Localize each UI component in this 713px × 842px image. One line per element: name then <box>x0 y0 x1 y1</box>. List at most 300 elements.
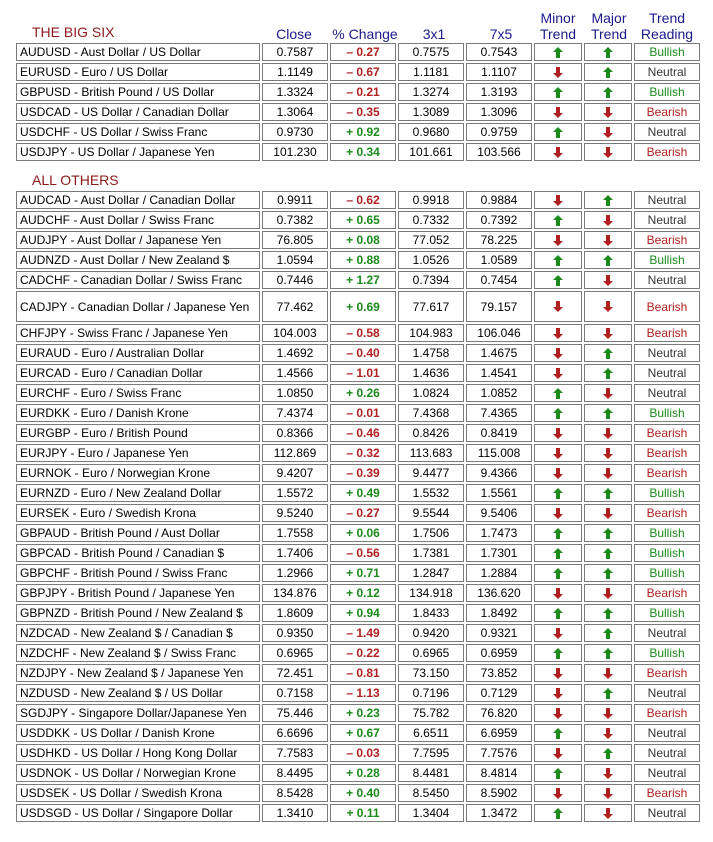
trend-reading: Neutral <box>634 191 700 209</box>
arrow-down-icon <box>585 668 631 679</box>
close-value: 1.7406 <box>262 544 328 562</box>
minor-trend-cell <box>534 43 582 61</box>
major-trend-cell <box>584 584 632 602</box>
table-row <box>16 804 700 822</box>
close-value: 75.446 <box>262 704 328 722</box>
major-trend-cell <box>584 231 632 249</box>
arrow-up-icon <box>535 488 581 499</box>
trend-reading: Neutral <box>634 384 700 402</box>
minor-trend-cell <box>534 664 582 682</box>
close-value: 0.6965 <box>262 644 328 662</box>
arrow-down-icon <box>585 448 631 459</box>
table-row <box>16 191 700 209</box>
header-trend-line2: Reading <box>640 26 694 42</box>
arrow-up-icon <box>585 348 631 359</box>
table-row <box>16 424 700 442</box>
trend-reading: Bearish <box>634 784 700 802</box>
major-trend-cell <box>584 464 632 482</box>
minor-trend-cell <box>534 504 582 522</box>
header-7x5: 7x5 <box>489 26 513 42</box>
arrow-down-icon <box>585 808 631 819</box>
close-value: 1.8609 <box>262 604 328 622</box>
value-3x1: 73.150 <box>398 664 464 682</box>
percent-change: – 0.27 <box>330 43 396 61</box>
pair-name: CADJPY - Canadian Dollar / Japanese Yen <box>16 291 260 322</box>
minor-trend-cell <box>534 644 582 662</box>
close-value: 1.3064 <box>262 103 328 121</box>
arrow-up-icon <box>585 195 631 206</box>
trend-reading: Bearish <box>634 231 700 249</box>
arrow-up-icon <box>585 748 631 759</box>
percent-change: – 0.46 <box>330 424 396 442</box>
close-value: 9.5240 <box>262 504 328 522</box>
major-trend-cell <box>584 63 632 81</box>
arrow-up-icon <box>585 528 631 539</box>
value-3x1: 0.7196 <box>398 684 464 702</box>
arrow-up-icon <box>535 47 581 58</box>
arrow-up-icon <box>585 255 631 266</box>
value-7x5: 1.0589 <box>466 251 532 269</box>
arrow-down-icon <box>585 328 631 339</box>
value-7x5: 1.5561 <box>466 484 532 502</box>
table-row <box>16 324 700 342</box>
minor-trend-cell <box>534 324 582 342</box>
close-value: 112.869 <box>262 444 328 462</box>
value-7x5: 1.4541 <box>466 364 532 382</box>
all-others-table <box>14 189 702 824</box>
major-trend-cell <box>584 664 632 682</box>
pair-name: NZDCAD - New Zealand $ / Canadian $ <box>16 624 260 642</box>
value-7x5: 1.1107 <box>466 63 532 81</box>
table-row <box>16 604 700 622</box>
big-six-table <box>14 41 702 163</box>
arrow-down-icon <box>535 468 581 479</box>
arrow-down-icon <box>585 301 631 312</box>
table-row <box>16 444 700 462</box>
percent-change: + 0.11 <box>330 804 396 822</box>
minor-trend-cell <box>534 684 582 702</box>
major-trend-cell <box>584 444 632 462</box>
arrow-down-icon <box>535 708 581 719</box>
major-trend-cell <box>584 744 632 762</box>
trend-reading: Bearish <box>634 291 700 322</box>
minor-trend-cell <box>534 271 582 289</box>
pair-name: NZDJPY - New Zealand $ / Japanese Yen <box>16 664 260 682</box>
percent-change: – 0.32 <box>330 444 396 462</box>
value-3x1: 75.782 <box>398 704 464 722</box>
arrow-down-icon <box>585 728 631 739</box>
minor-trend-cell <box>534 804 582 822</box>
table-row <box>16 364 700 382</box>
value-3x1: 1.4758 <box>398 344 464 362</box>
arrow-up-icon <box>585 648 631 659</box>
major-trend-cell <box>584 211 632 229</box>
arrow-down-icon <box>585 235 631 246</box>
pair-name: USDSGD - US Dollar / Singapore Dollar <box>16 804 260 822</box>
arrow-up-icon <box>535 648 581 659</box>
trend-reading: Bullish <box>634 564 700 582</box>
arrow-down-icon <box>535 348 581 359</box>
arrow-down-icon <box>535 448 581 459</box>
trend-reading: Bullish <box>634 604 700 622</box>
pair-name: USDHKD - US Dollar / Hong Kong Dollar <box>16 744 260 762</box>
table-row <box>16 404 700 422</box>
table-row <box>16 83 700 101</box>
value-3x1: 1.3274 <box>398 83 464 101</box>
arrow-down-icon <box>585 788 631 799</box>
percent-change: + 0.28 <box>330 764 396 782</box>
major-trend-cell <box>584 83 632 101</box>
trend-reading: Neutral <box>634 764 700 782</box>
major-trend-cell <box>584 291 632 322</box>
close-value: 104.003 <box>262 324 328 342</box>
value-3x1: 101.661 <box>398 143 464 161</box>
percent-change: + 0.08 <box>330 231 396 249</box>
close-value: 8.5428 <box>262 784 328 802</box>
trend-reading: Bullish <box>634 544 700 562</box>
minor-trend-cell <box>534 704 582 722</box>
major-trend-cell <box>584 143 632 161</box>
close-value: 1.2966 <box>262 564 328 582</box>
trend-reading: Bearish <box>634 424 700 442</box>
arrow-down-icon <box>585 215 631 226</box>
minor-trend-cell <box>534 784 582 802</box>
close-value: 9.4207 <box>262 464 328 482</box>
trend-reading: Neutral <box>634 63 700 81</box>
trend-reading: Bullish <box>634 524 700 542</box>
trend-reading: Neutral <box>634 804 700 822</box>
arrow-down-icon <box>585 508 631 519</box>
value-7x5: 9.5406 <box>466 504 532 522</box>
arrow-down-icon <box>535 235 581 246</box>
value-7x5: 73.852 <box>466 664 532 682</box>
value-7x5: 1.7301 <box>466 544 532 562</box>
value-3x1: 77.617 <box>398 291 464 322</box>
percent-change: – 0.67 <box>330 63 396 81</box>
major-trend-cell <box>584 804 632 822</box>
value-3x1: 9.4477 <box>398 464 464 482</box>
table-row <box>16 784 700 802</box>
percent-change: + 0.71 <box>330 564 396 582</box>
close-value: 0.7446 <box>262 271 328 289</box>
minor-trend-cell <box>534 404 582 422</box>
pair-name: GBPCHF - British Pound / Swiss Franc <box>16 564 260 582</box>
pair-name: EURDKK - Euro / Danish Krone <box>16 404 260 422</box>
header-minor-trend <box>534 10 582 42</box>
minor-trend-cell <box>534 83 582 101</box>
value-7x5: 79.157 <box>466 291 532 322</box>
arrow-up-icon <box>535 215 581 226</box>
arrow-down-icon <box>535 688 581 699</box>
arrow-up-icon <box>535 728 581 739</box>
table-row <box>16 63 700 81</box>
minor-trend-cell <box>534 444 582 462</box>
arrow-up-icon <box>535 275 581 286</box>
value-3x1: 9.5544 <box>398 504 464 522</box>
pair-name: AUDNZD - Aust Dollar / New Zealand $ <box>16 251 260 269</box>
close-value: 72.451 <box>262 664 328 682</box>
section-title-big-six: THE BIG SIX <box>32 24 115 40</box>
value-7x5: 7.4365 <box>466 404 532 422</box>
pair-name: USDDKK - US Dollar / Danish Krone <box>16 724 260 742</box>
arrow-up-icon <box>535 608 581 619</box>
major-trend-cell <box>584 251 632 269</box>
trend-reading: Bearish <box>634 103 700 121</box>
value-3x1: 1.2847 <box>398 564 464 582</box>
arrow-down-icon <box>585 127 631 138</box>
value-3x1: 134.918 <box>398 584 464 602</box>
value-7x5: 1.3096 <box>466 103 532 121</box>
pair-name: CADCHF - Canadian Dollar / Swiss Franc <box>16 271 260 289</box>
value-3x1: 7.4368 <box>398 404 464 422</box>
table-row <box>16 624 700 642</box>
value-3x1: 8.5450 <box>398 784 464 802</box>
pair-name: EURCAD - Euro / Canadian Dollar <box>16 364 260 382</box>
percent-change: + 0.49 <box>330 484 396 502</box>
major-trend-cell <box>584 624 632 642</box>
percent-change: – 0.62 <box>330 191 396 209</box>
arrow-up-icon <box>585 408 631 419</box>
value-7x5: 6.6959 <box>466 724 532 742</box>
table-row <box>16 143 700 161</box>
trend-reading: Bearish <box>634 464 700 482</box>
arrow-down-icon <box>535 628 581 639</box>
value-7x5: 136.620 <box>466 584 532 602</box>
table-row <box>16 564 700 582</box>
arrow-up-icon <box>535 408 581 419</box>
value-3x1: 8.4481 <box>398 764 464 782</box>
arrow-up-icon <box>585 688 631 699</box>
arrow-down-icon <box>535 67 581 78</box>
arrow-up-icon <box>585 368 631 379</box>
major-trend-cell <box>584 43 632 61</box>
minor-trend-cell <box>534 143 582 161</box>
trend-reading: Neutral <box>634 344 700 362</box>
table-row <box>16 211 700 229</box>
arrow-down-icon <box>535 301 581 312</box>
percent-change: + 0.92 <box>330 123 396 141</box>
arrow-down-icon <box>535 668 581 679</box>
major-trend-cell <box>584 344 632 362</box>
trend-reading: Bullish <box>634 83 700 101</box>
arrow-down-icon <box>535 195 581 206</box>
percent-change: + 0.23 <box>330 704 396 722</box>
close-value: 0.9730 <box>262 123 328 141</box>
value-3x1: 0.9420 <box>398 624 464 642</box>
value-3x1: 113.683 <box>398 444 464 462</box>
trend-reading: Bearish <box>634 504 700 522</box>
major-trend-cell <box>584 123 632 141</box>
pair-name: EURUSD - Euro / US Dollar <box>16 63 260 81</box>
table-row <box>16 744 700 762</box>
arrow-up-icon <box>535 568 581 579</box>
value-7x5: 0.7454 <box>466 271 532 289</box>
value-7x5: 1.0852 <box>466 384 532 402</box>
pair-name: AUDJPY - Aust Dollar / Japanese Yen <box>16 231 260 249</box>
pair-name: GBPCAD - British Pound / Canadian $ <box>16 544 260 562</box>
table-row <box>16 103 700 121</box>
arrow-up-icon <box>585 608 631 619</box>
pair-name: GBPJPY - British Pound / Japanese Yen <box>16 584 260 602</box>
pair-name: GBPAUD - British Pound / Aust Dollar <box>16 524 260 542</box>
trend-reading: Bearish <box>634 704 700 722</box>
minor-trend-cell <box>534 251 582 269</box>
close-value: 1.7558 <box>262 524 328 542</box>
minor-trend-cell <box>534 484 582 502</box>
trend-reading: Bullish <box>634 644 700 662</box>
header-minor-line1: Minor <box>540 10 576 26</box>
value-3x1: 0.8426 <box>398 424 464 442</box>
table-row <box>16 464 700 482</box>
minor-trend-cell <box>534 191 582 209</box>
trend-reading: Bullish <box>634 251 700 269</box>
value-3x1: 1.0824 <box>398 384 464 402</box>
arrow-up-icon <box>585 67 631 78</box>
pair-name: AUDCHF - Aust Dollar / Swiss Franc <box>16 211 260 229</box>
pair-name: EURNZD - Euro / New Zealand Dollar <box>16 484 260 502</box>
trend-reading: Neutral <box>634 744 700 762</box>
value-7x5: 0.6959 <box>466 644 532 662</box>
arrow-up-icon <box>585 548 631 559</box>
close-value: 1.3324 <box>262 83 328 101</box>
value-7x5: 1.2884 <box>466 564 532 582</box>
percent-change: – 0.81 <box>330 664 396 682</box>
arrow-up-icon <box>535 127 581 138</box>
pair-name: SGDJPY - Singapore Dollar/Japanese Yen <box>16 704 260 722</box>
value-3x1: 104.983 <box>398 324 464 342</box>
close-value: 1.1149 <box>262 63 328 81</box>
trend-reading: Bullish <box>634 404 700 422</box>
arrow-down-icon <box>585 588 631 599</box>
value-3x1: 0.6965 <box>398 644 464 662</box>
percent-change: – 0.58 <box>330 324 396 342</box>
header-3x1: 3x1 <box>422 26 446 42</box>
value-7x5: 8.5902 <box>466 784 532 802</box>
close-value: 7.7583 <box>262 744 328 762</box>
minor-trend-cell <box>534 231 582 249</box>
major-trend-cell <box>584 504 632 522</box>
trend-reading: Bearish <box>634 664 700 682</box>
major-trend-cell <box>584 604 632 622</box>
pair-name: NZDUSD - New Zealand $ / US Dollar <box>16 684 260 702</box>
major-trend-cell <box>584 784 632 802</box>
percent-change: – 0.39 <box>330 464 396 482</box>
arrow-down-icon <box>585 768 631 779</box>
value-3x1: 1.3404 <box>398 804 464 822</box>
pair-name: EURCHF - Euro / Swiss Franc <box>16 384 260 402</box>
section-title-all-others: ALL OTHERS <box>32 172 119 188</box>
arrow-down-icon <box>535 328 581 339</box>
major-trend-cell <box>584 271 632 289</box>
pair-name: USDSEK - US Dollar / Swedish Krona <box>16 784 260 802</box>
close-value: 76.805 <box>262 231 328 249</box>
percent-change: – 0.27 <box>330 504 396 522</box>
major-trend-cell <box>584 364 632 382</box>
value-3x1: 1.5532 <box>398 484 464 502</box>
arrow-up-icon <box>535 548 581 559</box>
percent-change: + 0.06 <box>330 524 396 542</box>
major-trend-cell <box>584 324 632 342</box>
header-major-trend <box>585 10 633 42</box>
arrow-down-icon <box>585 388 631 399</box>
close-value: 0.7158 <box>262 684 328 702</box>
value-7x5: 7.7576 <box>466 744 532 762</box>
trend-reading: Neutral <box>634 624 700 642</box>
arrow-down-icon <box>585 147 631 158</box>
minor-trend-cell <box>534 384 582 402</box>
minor-trend-cell <box>534 744 582 762</box>
value-7x5: 1.3472 <box>466 804 532 822</box>
major-trend-cell <box>584 424 632 442</box>
percent-change: + 0.94 <box>330 604 396 622</box>
table-row <box>16 584 700 602</box>
percent-change: + 0.65 <box>330 211 396 229</box>
header-trend-reading <box>634 10 700 42</box>
percent-change: + 0.67 <box>330 724 396 742</box>
value-7x5: 1.3193 <box>466 83 532 101</box>
trend-reading: Neutral <box>634 364 700 382</box>
arrow-up-icon <box>585 568 631 579</box>
header-close: Close <box>276 26 312 42</box>
table-row <box>16 704 700 722</box>
arrow-down-icon <box>535 428 581 439</box>
value-3x1: 0.9918 <box>398 191 464 209</box>
major-trend-cell <box>584 191 632 209</box>
major-trend-cell <box>584 484 632 502</box>
percent-change: + 0.69 <box>330 291 396 322</box>
pair-name: USDJPY - US Dollar / Japanese Yen <box>16 143 260 161</box>
value-7x5: 0.7392 <box>466 211 532 229</box>
major-trend-cell <box>584 404 632 422</box>
table-row <box>16 291 700 322</box>
percent-change: – 0.40 <box>330 344 396 362</box>
arrow-down-icon <box>585 708 631 719</box>
percent-change: – 0.21 <box>330 83 396 101</box>
table-row <box>16 251 700 269</box>
trend-reading: Bearish <box>634 444 700 462</box>
percent-change: + 0.88 <box>330 251 396 269</box>
percent-change: + 0.34 <box>330 143 396 161</box>
major-trend-cell <box>584 524 632 542</box>
value-7x5: 9.4366 <box>466 464 532 482</box>
value-3x1: 1.3089 <box>398 103 464 121</box>
pair-name: EURJPY - Euro / Japanese Yen <box>16 444 260 462</box>
arrow-up-icon <box>535 255 581 266</box>
value-7x5: 76.820 <box>466 704 532 722</box>
value-3x1: 1.1181 <box>398 63 464 81</box>
major-trend-cell <box>584 544 632 562</box>
trend-reading: Neutral <box>634 271 700 289</box>
minor-trend-cell <box>534 344 582 362</box>
percent-change: – 0.56 <box>330 544 396 562</box>
trend-reading: Neutral <box>634 684 700 702</box>
pair-name: USDCHF - US Dollar / Swiss Franc <box>16 123 260 141</box>
header-minor-line2: Trend <box>539 26 577 42</box>
value-3x1: 0.7575 <box>398 43 464 61</box>
value-3x1: 1.4636 <box>398 364 464 382</box>
value-3x1: 1.0526 <box>398 251 464 269</box>
arrow-down-icon <box>535 788 581 799</box>
arrow-up-icon <box>585 47 631 58</box>
close-value: 0.7587 <box>262 43 328 61</box>
trend-reading: Neutral <box>634 211 700 229</box>
value-7x5: 0.8419 <box>466 424 532 442</box>
arrow-down-icon <box>535 368 581 379</box>
table-row <box>16 484 700 502</box>
header-major-line2: Trend <box>590 26 628 42</box>
value-7x5: 0.7543 <box>466 43 532 61</box>
percent-change: + 0.26 <box>330 384 396 402</box>
